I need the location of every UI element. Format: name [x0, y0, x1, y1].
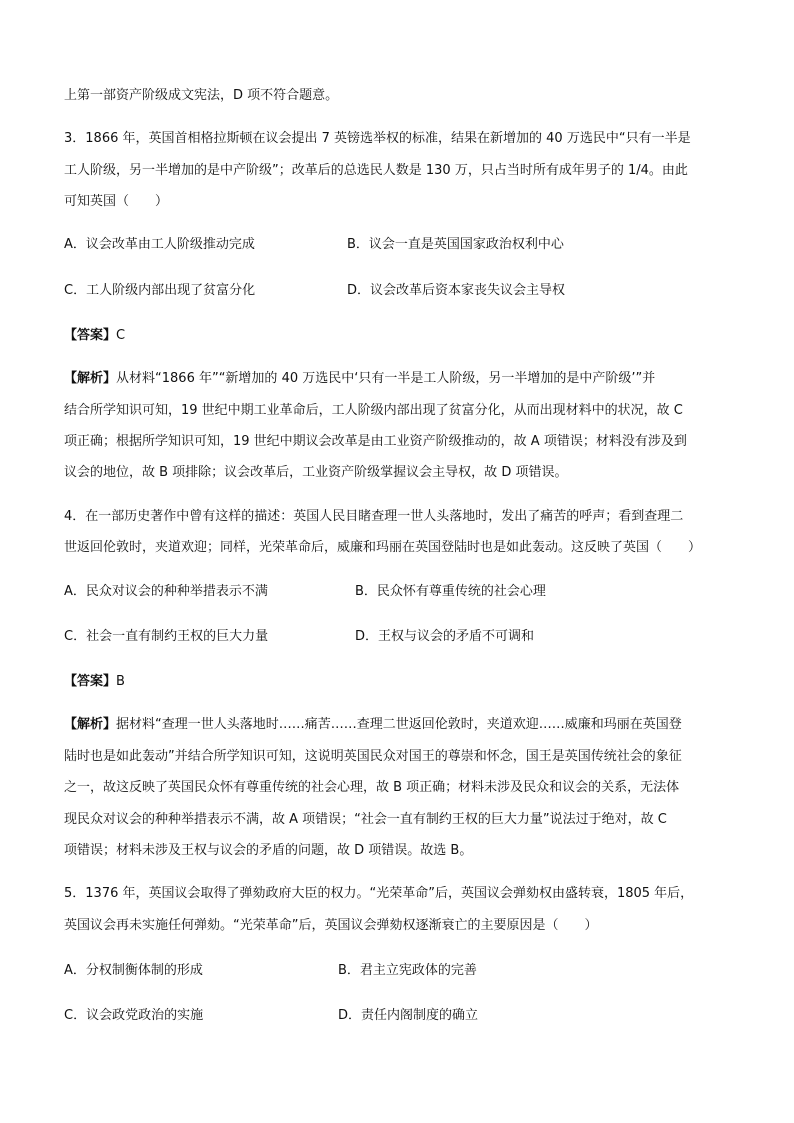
- q3-analysis-text-1: 从材料“1866 年”“新增加的 40 万选民中‘只有一半是工人阶级，另一半增加的是中产阶级’”并: [116, 371, 656, 386]
- q4-stem-line-2: 世返回伦敦时，夹道欢迎；同样，光荣革命后，威廉和玛丽在英国登陆时也是如此轰动。这反映了英国（ ）: [64, 540, 702, 555]
- q4-option-b: B．民众怀有尊重传统的社会心理: [355, 584, 546, 599]
- q4-analysis-label: 【解析】: [64, 717, 117, 732]
- q4-analysis-line-5: 项错误；材料未涉及王权与议会的矛盾的问题，故 D 项错误。故选 B。: [64, 843, 473, 858]
- q3-analysis-label: 【解析】: [64, 371, 117, 386]
- q3-option-c: C．工人阶级内部出现了贫富分化: [64, 283, 256, 298]
- q4-analysis-text-1: 据材料“查理一世人头落地时……痛苦……查理二世返回伦敦时，夹道欢迎……威廉和玛丽在英国登: [116, 717, 682, 732]
- q4-answer-label: 【答案】: [64, 674, 117, 689]
- q3-stem-line-1: 3．1866 年，英国首相格拉斯顿在议会提出 7 英镑选举权的标准，结果在新增加的 40 万选民中“只有一半是: [64, 131, 691, 146]
- q4-stem-line-1: 4．在一部历史著作中曾有这样的描述：英国人民目睹查理一世人头落地时，发出了痛苦的呼声；看到查理二: [64, 509, 684, 524]
- q5-option-c: C．议会政党政治的实施: [64, 1008, 204, 1023]
- q3-answer-value: C: [116, 328, 126, 343]
- q4-analysis-line-2: 陆时也是如此轰动”并结合所学知识可知，这说明英国民众对国王的尊崇和怀念，国王是英国传统社会的象征: [64, 749, 682, 764]
- q5-stem-line-1: 5．1376 年，英国议会取得了弹劾政府大臣的权力。“光荣革命”后，英国议会弹劾权由盛转衰，1805 年后，: [64, 886, 694, 901]
- q3-analysis-line-2: 结合所学知识可知，19 世纪中期工业革命后，工人阶级内部出现了贫富分化，从而出现材料中的状况，故 C: [64, 403, 683, 418]
- q5-option-d: D．责任内阁制度的确立: [338, 1008, 479, 1023]
- q3-answer-label: 【答案】: [64, 328, 117, 343]
- q3-option-b: B．议会一直是英国国家政治权利中心: [347, 237, 564, 252]
- q3-option-a: A．议会改革由工人阶级推动完成: [64, 237, 255, 252]
- q4-analysis-line-1: [64, 716, 682, 734]
- q5-option-a: A．分权制衡体制的形成: [64, 963, 203, 978]
- q3-stem-line-3: 可知英国（ ）: [64, 194, 169, 209]
- q5-stem-line-2: 英国议会再未实施任何弹劾。“光荣革命”后，英国议会弹劾权逐渐衰亡的主要原因是（ ）: [64, 918, 598, 933]
- q4-analysis-line-3: 之一，故这反映了英国民众怀有尊重传统的社会心理，故 B 项正确；材料未涉及民众和议会的关系，无法体: [64, 780, 680, 795]
- q3-option-d: D．议会改革后资本家丧失议会主导权: [347, 283, 566, 298]
- q4-option-d: D．王权与议会的矛盾不可调和: [355, 629, 535, 644]
- q4-option-c: C．社会一直有制约王权的巨大力量: [64, 629, 269, 644]
- intro-line: 上第一部资产阶级成文宪法，D 项不符合题意。: [64, 88, 339, 103]
- q4-analysis-line-4: 现民众对议会的种种举措表示不满，故 A 项错误；“社会一直有制约王权的巨大力量”说法过于绝对，故 C: [64, 812, 667, 827]
- q3-stem-line-2: 工人阶级，另一半增加的是中产阶级”；改革后的总选民人数是 130 万，只占当时所有成年男子的 1/4。由此: [64, 163, 688, 178]
- q3-analysis-line-4: 议会的地位，故 B 项排除；议会改革后，工业资产阶级掌握议会主导权，故 D 项错误。: [64, 465, 568, 480]
- q3-analysis-line-1: [64, 370, 655, 388]
- q5-option-b: B．君主立宪政体的完善: [338, 963, 477, 978]
- q3-answer: [64, 327, 125, 345]
- q4-answer: [64, 673, 125, 691]
- q4-option-a: A．民众对议会的种种举措表示不满: [64, 584, 268, 599]
- q4-answer-value: B: [116, 674, 125, 689]
- q3-analysis-line-3: 项正确；根据所学知识可知，19 世纪中期议会改革是由工业资产阶级推动的，故 A 项错误；材料没有涉及到: [64, 434, 687, 449]
